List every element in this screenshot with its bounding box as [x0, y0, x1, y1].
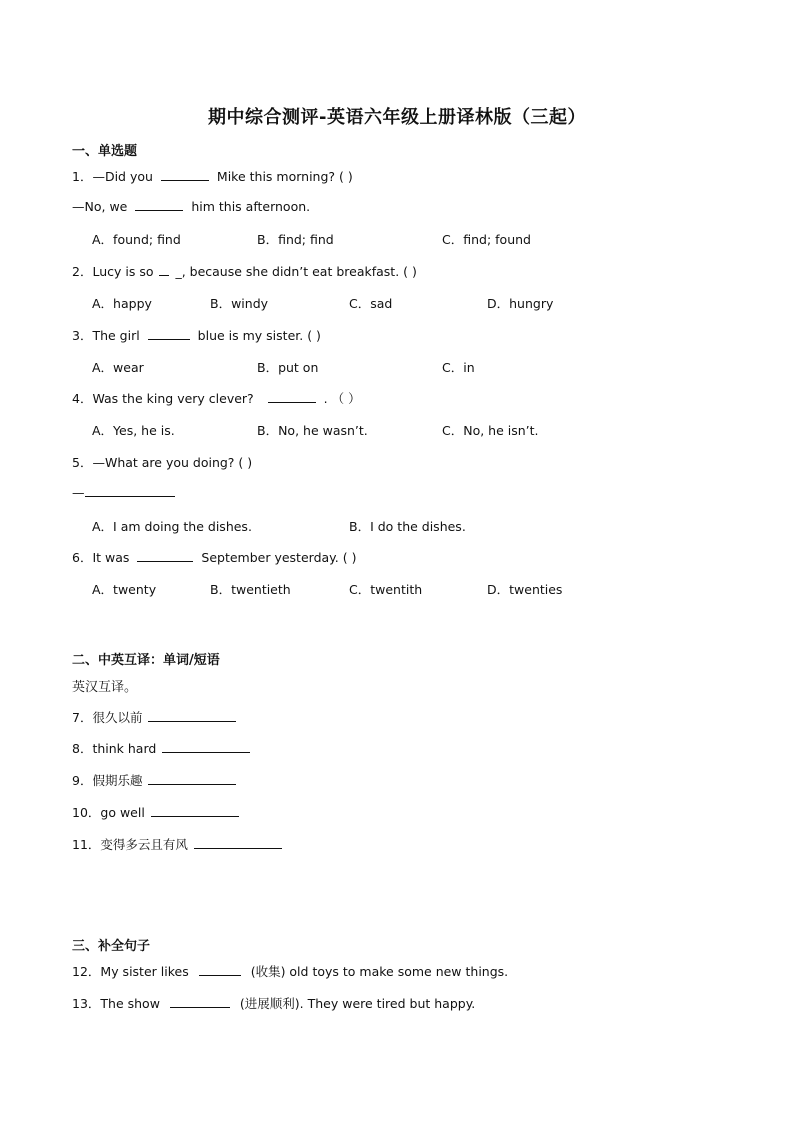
answer-blank[interactable] — [137, 550, 193, 562]
answer-blank[interactable] — [135, 199, 183, 211]
question-2-text-b: _, because she didn’t eat breakfast. ( ) — [175, 264, 417, 279]
answer-blank[interactable] — [148, 710, 236, 722]
question-6-text-a: 6．It was — [72, 550, 130, 565]
section-heading-single-choice: 一、单选题 — [72, 144, 138, 159]
question-3 — [72, 326, 321, 344]
question-6 — [72, 548, 356, 566]
translation-item-7 — [72, 708, 236, 726]
translation-item-10 — [72, 803, 239, 821]
question-13 — [72, 994, 475, 1012]
translation-item-8 — [72, 739, 250, 757]
question-4 — [72, 389, 361, 407]
q6-option-a[interactable]: A．twenty — [92, 582, 157, 597]
question-4-text-a: 4．Was the king very clever? — [72, 391, 254, 406]
q6-option-c[interactable]: C．twentith — [349, 582, 423, 597]
question-12-text-b: (收集) old toys to make some new things. — [250, 964, 509, 979]
question-6-text-b: September yesterday. ( ) — [201, 550, 357, 565]
question-5-reply — [72, 485, 175, 500]
answer-blank[interactable] — [268, 391, 316, 403]
question-3-text-b: blue is my sister. ( ) — [197, 328, 321, 343]
answer-blank[interactable] — [159, 264, 169, 276]
question-1-text-d: him this afternoon. — [191, 199, 311, 214]
q3-option-b[interactable]: B．put on — [257, 360, 319, 375]
q2-option-a[interactable]: A．happy — [92, 296, 152, 311]
question-3-text-a: 3．The girl — [72, 328, 140, 343]
translation-item-text: 8．think hard — [72, 741, 157, 756]
q1-option-b[interactable]: B．find; find — [257, 232, 334, 247]
q1-option-c[interactable]: C．find; found — [442, 232, 531, 247]
q2-option-b[interactable]: B．windy — [210, 296, 269, 311]
translation-item-text: 11．变得多云且有风 — [72, 837, 188, 852]
question-12-text-a: 12．My sister likes — [72, 964, 189, 979]
question-1-reply — [72, 199, 310, 214]
q4-option-b[interactable]: B．No, he wasn’t. — [257, 423, 368, 438]
translation-item-9 — [72, 771, 236, 789]
question-12 — [72, 962, 508, 980]
question-4-text-b: . （ ） — [323, 391, 361, 406]
answer-blank[interactable] — [161, 169, 209, 181]
question-1-text-b: Mike this morning? ( ) — [216, 169, 353, 184]
translation-item-text: 7．很久以前 — [72, 710, 143, 725]
q2-option-c[interactable]: C．sad — [349, 296, 393, 311]
question-13-text-b: (进展顺利). They were tired but happy. — [239, 996, 476, 1011]
page-title: 期中综合测评-英语六年级上册译林版（三起） — [208, 107, 586, 128]
q3-option-c[interactable]: C．in — [442, 360, 475, 375]
question-13-text-a: 13．The show — [72, 996, 160, 1011]
section-heading-translation: 二、中英互译：单词/短语 — [72, 653, 220, 668]
question-2 — [72, 262, 417, 280]
answer-blank[interactable] — [148, 773, 236, 785]
q4-option-a[interactable]: A．Yes, he is. — [92, 423, 175, 438]
translation-item-11 — [72, 835, 282, 853]
section-instruction: 英汉互译。 — [72, 680, 138, 695]
answer-blank[interactable] — [170, 996, 230, 1008]
q4-option-c[interactable]: C．No, he isn’t. — [442, 423, 539, 438]
answer-blank[interactable] — [148, 328, 190, 340]
question-1-text-c: —No, we — [72, 199, 128, 214]
answer-blank[interactable] — [162, 741, 250, 753]
question-1 — [72, 167, 353, 185]
question-5: 5．—What are you doing? ( ) — [72, 455, 253, 470]
q1-option-a[interactable]: A．found; find — [92, 232, 181, 247]
section-heading-complete-sentences: 三、补全句子 — [72, 939, 151, 954]
q5-option-b[interactable]: B．I do the dishes. — [349, 519, 466, 534]
q6-option-d[interactable]: D．twenties — [487, 582, 563, 597]
translation-item-text: 10．go well — [72, 805, 145, 820]
question-5-text-b: — — [72, 485, 85, 500]
q6-option-b[interactable]: B．twentieth — [210, 582, 291, 597]
q3-option-a[interactable]: A．wear — [92, 360, 144, 375]
answer-blank[interactable] — [199, 964, 241, 976]
question-1-text-a: 1．—Did you — [72, 169, 153, 184]
question-2-text-a: 2．Lucy is so — [72, 264, 154, 279]
answer-blank[interactable] — [151, 805, 239, 817]
q5-option-a[interactable]: A．I am doing the dishes. — [92, 519, 252, 534]
answer-blank[interactable] — [194, 837, 282, 849]
translation-item-text: 9．假期乐趣 — [72, 773, 143, 788]
answer-blank[interactable] — [85, 485, 175, 497]
q2-option-d[interactable]: D．hungry — [487, 296, 554, 311]
